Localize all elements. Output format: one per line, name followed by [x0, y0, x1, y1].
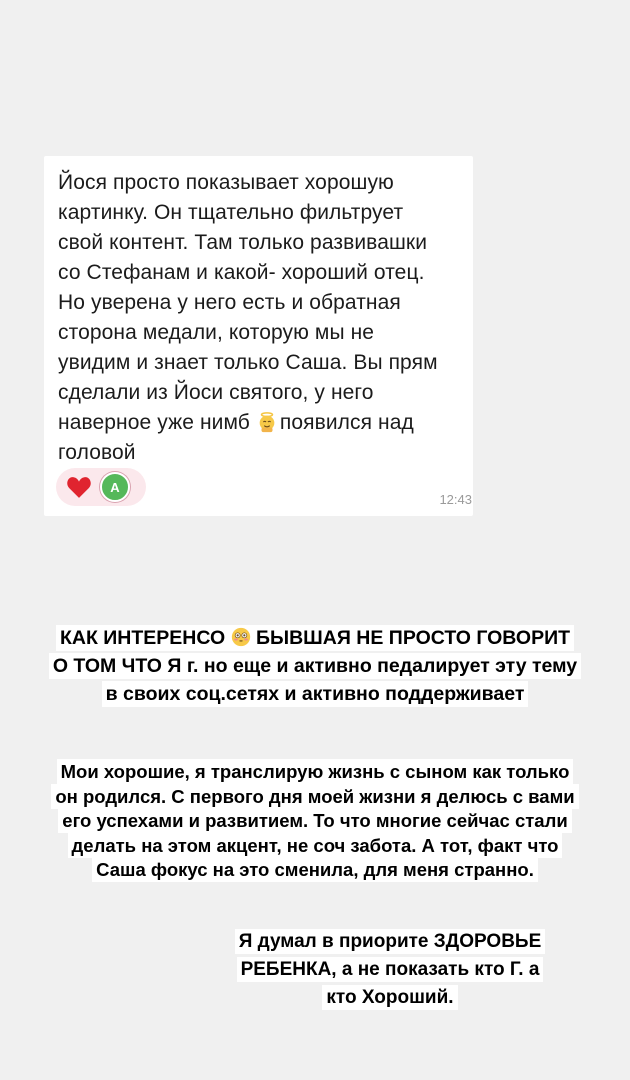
caption-line: РЕБЕНКА, а не показать кто Г. а [237, 957, 544, 982]
message-line [58, 408, 468, 438]
message-reactions[interactable] [56, 468, 146, 506]
caption-line: его успехами и развитием. То что многие сейчас стали [58, 808, 571, 833]
message-line: картинку. Он тщательно фильтрует [58, 201, 404, 224]
message-line-part: наверное уже нимб [58, 411, 256, 434]
angel-halo-emoji-icon [256, 411, 278, 433]
story-caption-3 [190, 928, 590, 1012]
flushed-face-emoji-icon [231, 627, 251, 647]
chat-message-bubble[interactable] [44, 156, 473, 516]
message-line: со Стефанам и какой- хороший отец. [58, 261, 425, 284]
caption-line-part: КАК ИНТЕРЕНСО [59, 627, 231, 649]
story-caption-2 [20, 760, 610, 883]
message-line: свой контент. Там только развивашки [58, 231, 428, 254]
message-line: Но уверена у него есть и обратная [58, 291, 401, 314]
caption-line: Саша фокус на это сменила, для меня странно. [92, 857, 538, 882]
message-text [58, 168, 468, 468]
message-line: Йося просто показывает хорошую [58, 171, 394, 194]
caption-line: Мои хорошие, я транслирую жизнь с сыном как только [57, 759, 574, 784]
message-line: сделали из Йоси святого, у него [58, 381, 374, 404]
message-line: увидим и знает только Саша. Вы прям [58, 351, 438, 374]
caption-line: кто Хороший. [322, 985, 457, 1010]
caption-line: он родился. С первого дня моей жизни я делюсь с вами [51, 784, 578, 809]
caption-line-part: БЫВШАЯ НЕ ПРОСТО ГОВОРИТ [250, 627, 571, 649]
caption-line [56, 625, 574, 651]
caption-line: делать на этом акцент, не соч забота. А тот, факт что [68, 833, 563, 858]
story-caption-1 [20, 624, 610, 708]
message-line: сторона медали, которую мы не [58, 321, 375, 344]
caption-line: в своих соц.сетях и активно поддерживает [102, 681, 529, 707]
caption-line: О ТОМ ЧТО Я г. но еще и активно педалирует эту тему [49, 653, 581, 679]
message-timestamp: 12:43 [439, 492, 472, 507]
heart-reaction-icon [66, 475, 92, 499]
message-line-part: появился над [279, 411, 414, 434]
message-line: головой [58, 441, 136, 464]
caption-line: Я думал в приорите ЗДОРОВЬЕ [235, 929, 546, 954]
avatar: A [100, 472, 130, 502]
